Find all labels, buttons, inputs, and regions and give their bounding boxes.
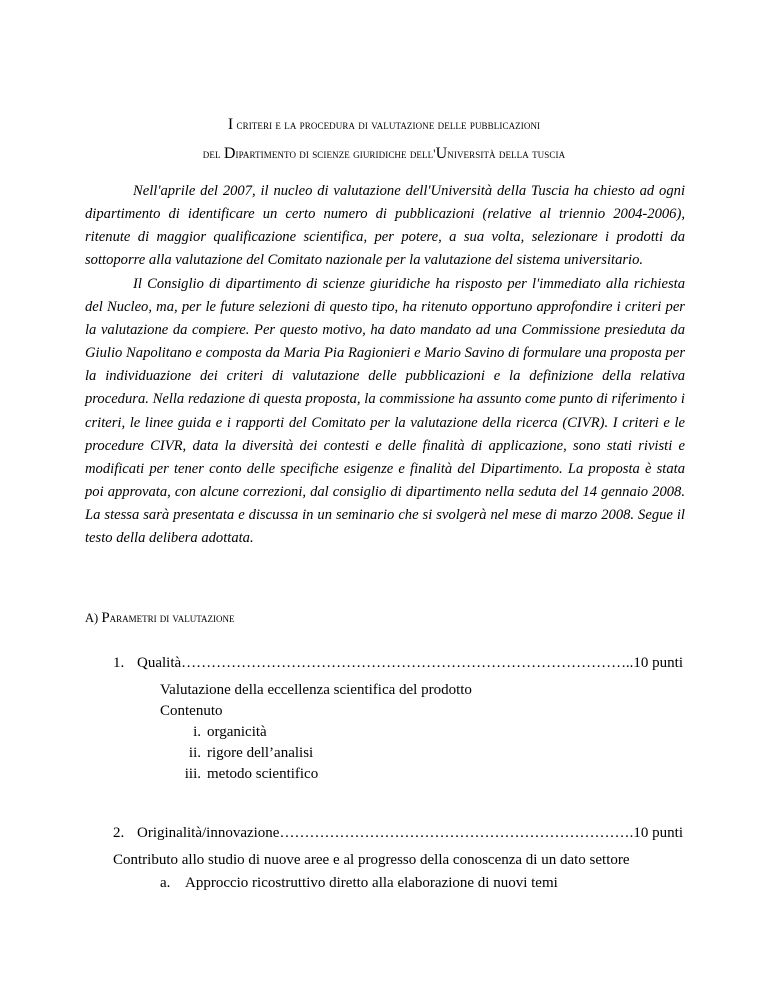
title-line-1-text: criteri e la procedura di valutazione delle pubblicazioni <box>233 118 541 132</box>
criterion-2-points: .10 punti <box>629 825 683 841</box>
document-title-line-1 <box>0 116 768 134</box>
criterion-1-leader-dots <box>181 655 683 671</box>
intro-paragraph-1: Nell'aprile del 2007, il nucleo di valutazione dell'Università della Tuscia ha chiesto ad ogni dipartimento di identificare un certo numero di pubblicazioni (relative al triennio 2004-2006), ritenute di maggior qualificazione scientifica, per potere, a sua volta, selezionare i prodotti da sottoporre alla valutazione del Comitato nazionale per la valutazione del sistema universitario. <box>85 183 685 269</box>
subitem-text: rigore dell’analisi <box>207 745 314 761</box>
title-line-2-part-e: niversità della tuscia <box>447 147 566 161</box>
intro-paragraph-2: Il Consiglio di dipartimento di scienze giuridiche ha risposto per l'immediato alla richiesta del Nucleo, ma, per le future selezioni di questo tipo, ha ritenuto opportuno approfondire i criteri per la valutazione da compiere. Per questo motivo, ha dato mandato ad una Commissione presieduta da Giulio Napolitano e composta da Maria Pia Ragionieri e Mario Savino di formulare una proposta per la individuazione dei criteri di valutazione delle pubblicazioni e la definizione della relativa procedura. Nella redazione di questa proposta, la commissione ha assunto come punto di riferimento i criteri, le linee guida e i rapporti del Comitato per la valutazione della ricerca (CIVR). I criteri e le procedure CIVR, data la diversità dei contesti e delle finalità di applicazione, sono stati rivisti e modificati per tener conto delle specifiche esigenze e finalità del Dipartimento. La proposta è stata poi approvata, con alcune correzioni, dal consiglio di dipartimento nella seduta del 14 gennaio 2008. La stessa sarà presentata e discussa in un seminario che si svolgerà nel mese di marzo 2008. Segue il testo della delibera adottata. <box>85 275 685 547</box>
subitem-text: Approccio ricostruttivo diretto alla elaborazione di nuovi temi <box>185 875 558 891</box>
subitem-number: ii. <box>188 745 201 761</box>
criterion-1-subitem <box>168 745 313 762</box>
title-line-2-part-c: ipartimento di scienze giuridiche dell' <box>235 147 436 161</box>
subitem-text: metodo scientifico <box>207 766 319 782</box>
document-title-line-2 <box>0 145 768 163</box>
section-heading-text: arametri di valutazione <box>109 611 235 625</box>
title-line-2-part-a: del <box>202 147 224 161</box>
intro-text <box>85 180 685 551</box>
section-heading <box>85 610 235 627</box>
subitem-number: i. <box>193 724 201 740</box>
subitem-letter: a. <box>160 875 171 891</box>
criterion-2-leader-dots <box>279 825 683 841</box>
criterion-1-subitem <box>168 766 318 783</box>
criterion-1-line <box>113 655 683 672</box>
title-initial-cap: I <box>227 116 234 133</box>
subitem-number: iii. <box>184 766 201 782</box>
section-heading-prefix: A) <box>85 611 102 625</box>
criterion-1-points: ..10 punti <box>625 655 683 671</box>
title-line-2-cap-d: D <box>223 145 236 162</box>
subitem-text: organicità <box>207 724 267 740</box>
criterion-1-subitem <box>168 724 267 741</box>
criterion-1-subheading: Contenuto <box>160 703 223 719</box>
criterion-2-number: 2. <box>113 825 125 841</box>
criterion-2-line <box>113 825 683 842</box>
criterion-1-number: 1. <box>113 655 125 671</box>
title-line-2-cap-u: U <box>435 145 448 162</box>
criterion-2-subitem <box>160 875 558 892</box>
criterion-2-label: Originalità/innovazione <box>137 825 280 841</box>
section-heading-cap: P <box>101 610 110 626</box>
criterion-1-label: Qualità <box>137 655 182 671</box>
criterion-2-description: Contributo allo studio di nuove aree e al progresso della conoscenza di un dato settore <box>113 852 630 868</box>
criterion-1-description: Valutazione della eccellenza scientifica del prodotto <box>160 682 472 698</box>
